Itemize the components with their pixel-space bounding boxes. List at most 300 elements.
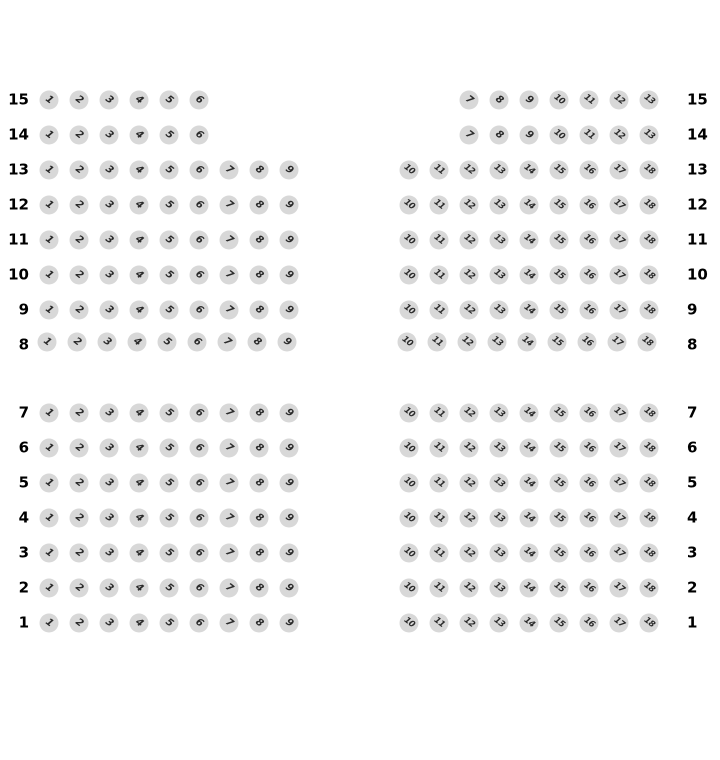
seat-row10-num14[interactable] [520,266,539,285]
seat-number: 12 [459,334,475,350]
seat-row11-num9[interactable] [280,231,299,250]
seat-row15-num8[interactable] [490,91,509,110]
seat-row10-num12[interactable] [460,266,479,285]
seat-row15-num4[interactable] [130,91,149,110]
seat-number: 10 [401,162,417,178]
seat-row3-num12[interactable] [460,544,479,563]
seat-row1-num9[interactable] [280,614,299,633]
seat-number: 5 [163,511,176,525]
seat-row6-num14[interactable] [520,439,539,458]
seat-row5-num16[interactable] [580,474,599,493]
seat-row14-num11[interactable] [580,126,599,145]
seat-row12-num15[interactable] [550,196,569,215]
seat-row12-num9[interactable] [280,196,299,215]
seat-row3-num2[interactable] [70,544,89,563]
seat-row9-num4[interactable] [130,301,149,320]
seat-row2-num10[interactable] [400,579,419,598]
seat-row4-num1[interactable] [40,509,59,528]
seat-row13-num11[interactable] [430,161,449,180]
seat-row14-num9[interactable] [520,126,539,145]
seat-row1-num16[interactable] [580,614,599,633]
seat-row14-num6[interactable] [190,126,209,145]
seat-row10-num3[interactable] [100,266,119,285]
seat-row3-num15[interactable] [550,544,569,563]
seat-number: 17 [611,580,627,596]
seat-row1-num18[interactable] [640,614,659,633]
seat-row5-num7[interactable] [220,474,239,493]
seat-number: 4 [133,581,146,595]
seat-row3-num4[interactable] [130,544,149,563]
seat-row4-num6[interactable] [190,509,209,528]
row-label-right-2: 2 [687,578,698,597]
seat-number: 8 [253,546,266,560]
seat-row8-num14[interactable] [518,333,537,352]
seat-row9-num18[interactable] [640,301,659,320]
seat-row11-num11[interactable] [430,231,449,250]
seat-row4-num2[interactable] [70,509,89,528]
seat-row11-num3[interactable] [100,231,119,250]
seat-row7-num13[interactable] [490,404,509,423]
seat-row15-num1[interactable] [40,91,59,110]
seat-row7-num16[interactable] [580,404,599,423]
seat-row2-num12[interactable] [460,579,479,598]
seat-row5-num2[interactable] [70,474,89,493]
seat-row4-num13[interactable] [490,509,509,528]
seat-row3-num16[interactable] [580,544,599,563]
seat-row12-num10[interactable] [400,196,419,215]
seat-row11-num16[interactable] [580,231,599,250]
seat-row10-num11[interactable] [430,266,449,285]
seat-row10-num7[interactable] [220,266,239,285]
seat-row8-num8[interactable] [248,333,267,352]
seat-row13-num2[interactable] [70,161,89,180]
seat-number: 12 [461,162,477,178]
seat-row6-num16[interactable] [580,439,599,458]
row-label-right-11: 11 [687,230,708,249]
seat-row14-num1[interactable] [40,126,59,145]
seat-row9-num12[interactable] [460,301,479,320]
seat-row12-num1[interactable] [40,196,59,215]
seat-row9-num13[interactable] [490,301,509,320]
seat-row9-num17[interactable] [610,301,629,320]
seat-row12-num12[interactable] [460,196,479,215]
seat-row11-num6[interactable] [190,231,209,250]
seat-row13-num18[interactable] [640,161,659,180]
seat-row13-num12[interactable] [460,161,479,180]
seat-row10-num16[interactable] [580,266,599,285]
seat-row8-num7[interactable] [218,333,237,352]
seat-row8-num11[interactable] [428,333,447,352]
seat-row13-num14[interactable] [520,161,539,180]
seat-row3-num14[interactable] [520,544,539,563]
seat-row8-num1[interactable] [38,333,57,352]
seat-row6-num15[interactable] [550,439,569,458]
seat-row8-num3[interactable] [98,333,117,352]
seat-row1-num5[interactable] [160,614,179,633]
seat-number: 8 [253,616,266,630]
seat-row8-num5[interactable] [158,333,177,352]
seat-number: 2 [71,335,84,349]
seat-row9-num9[interactable] [280,301,299,320]
seat-row7-num6[interactable] [190,404,209,423]
seat-row8-num2[interactable] [68,333,87,352]
seat-row12-num3[interactable] [100,196,119,215]
seat-row8-num17[interactable] [608,333,627,352]
seat-row7-num8[interactable] [250,404,269,423]
seat-number: 1 [43,546,56,560]
seat-row9-num11[interactable] [430,301,449,320]
seat-row6-num6[interactable] [190,439,209,458]
seat-row2-num7[interactable] [220,579,239,598]
seat-row2-num2[interactable] [70,579,89,598]
seat-row5-num17[interactable] [610,474,629,493]
seat-row1-num15[interactable] [550,614,569,633]
seat-row13-num3[interactable] [100,161,119,180]
seat-row5-num4[interactable] [130,474,149,493]
seat-row6-num10[interactable] [400,439,419,458]
seat-number: 13 [491,267,507,283]
seat-row1-num4[interactable] [130,614,149,633]
seat-row6-num3[interactable] [100,439,119,458]
seat-row11-num18[interactable] [640,231,659,250]
seat-row5-num12[interactable] [460,474,479,493]
seat-row5-num11[interactable] [430,474,449,493]
seat-row11-num2[interactable] [70,231,89,250]
seat-row7-num10[interactable] [400,404,419,423]
seat-row4-num11[interactable] [430,509,449,528]
seat-row12-num18[interactable] [640,196,659,215]
seat-row3-num17[interactable] [610,544,629,563]
seat-row1-num17[interactable] [610,614,629,633]
seat-row8-num16[interactable] [578,333,597,352]
seat-row4-num17[interactable] [610,509,629,528]
seat-row13-num9[interactable] [280,161,299,180]
seat-number: 3 [103,476,116,490]
seat-number: 6 [193,581,206,595]
seat-row4-num18[interactable] [640,509,659,528]
seat-number: 18 [641,580,657,596]
seat-row7-num7[interactable] [220,404,239,423]
seat-row6-num7[interactable] [220,439,239,458]
seat-row4-num4[interactable] [130,509,149,528]
seat-row4-num3[interactable] [100,509,119,528]
seat-row6-num1[interactable] [40,439,59,458]
seat-row12-num13[interactable] [490,196,509,215]
seat-row10-num17[interactable] [610,266,629,285]
seat-row6-num11[interactable] [430,439,449,458]
seat-row13-num15[interactable] [550,161,569,180]
seat-row15-num11[interactable] [580,91,599,110]
seat-row1-num10[interactable] [400,614,419,633]
seat-number: 11 [431,580,447,596]
seat-row7-num14[interactable] [520,404,539,423]
seat-row9-num1[interactable] [40,301,59,320]
seat-row6-num18[interactable] [640,439,659,458]
seat-row15-num13[interactable] [640,91,659,110]
seat-row3-num6[interactable] [190,544,209,563]
seat-row8-num10[interactable] [398,333,417,352]
seat-number: 7 [463,93,476,107]
seat-row8-num18[interactable] [638,333,657,352]
seat-row9-num8[interactable] [250,301,269,320]
seat-row2-num3[interactable] [100,579,119,598]
seat-row8-num15[interactable] [548,333,567,352]
seat-row5-num15[interactable] [550,474,569,493]
seat-row4-num7[interactable] [220,509,239,528]
seat-row14-num3[interactable] [100,126,119,145]
seat-row14-num8[interactable] [490,126,509,145]
seat-row9-num5[interactable] [160,301,179,320]
seat-row2-num14[interactable] [520,579,539,598]
seat-row5-num1[interactable] [40,474,59,493]
seat-number: 1 [43,511,56,525]
seat-row13-num8[interactable] [250,161,269,180]
seat-row6-num5[interactable] [160,439,179,458]
seat-number: 12 [461,545,477,561]
seat-row2-num1[interactable] [40,579,59,598]
seat-row12-num17[interactable] [610,196,629,215]
seat-row4-num16[interactable] [580,509,599,528]
seat-row11-num1[interactable] [40,231,59,250]
seat-row10-num10[interactable] [400,266,419,285]
seat-row7-num4[interactable] [130,404,149,423]
seat-row12-num2[interactable] [70,196,89,215]
seat-row10-num15[interactable] [550,266,569,285]
seat-row1-num8[interactable] [250,614,269,633]
seat-row14-num10[interactable] [550,126,569,145]
seat-row15-num5[interactable] [160,91,179,110]
seat-row13-num4[interactable] [130,161,149,180]
seat-row12-num14[interactable] [520,196,539,215]
seat-row7-num18[interactable] [640,404,659,423]
seat-row3-num9[interactable] [280,544,299,563]
seat-row3-num1[interactable] [40,544,59,563]
seat-row11-num17[interactable] [610,231,629,250]
row-label-left-1: 1 [18,613,29,632]
seat-row1-num3[interactable] [100,614,119,633]
seat-row3-num13[interactable] [490,544,509,563]
seat-row11-num8[interactable] [250,231,269,250]
seat-number: 15 [551,510,567,526]
seat-row2-num11[interactable] [430,579,449,598]
seat-row10-num9[interactable] [280,266,299,285]
seat-row10-num5[interactable] [160,266,179,285]
seat-row10-num1[interactable] [40,266,59,285]
seat-row8-num13[interactable] [488,333,507,352]
seat-row3-num10[interactable] [400,544,419,563]
seat-row15-num12[interactable] [610,91,629,110]
seat-number: 7 [223,511,236,525]
seat-row7-num3[interactable] [100,404,119,423]
seat-row6-num17[interactable] [610,439,629,458]
seat-row8-num6[interactable] [188,333,207,352]
seat-row7-num5[interactable] [160,404,179,423]
seat-row12-num11[interactable] [430,196,449,215]
seat-row11-num12[interactable] [460,231,479,250]
seat-number: 16 [581,405,597,421]
seat-row7-num15[interactable] [550,404,569,423]
seat-row13-num5[interactable] [160,161,179,180]
seat-row3-num5[interactable] [160,544,179,563]
seat-row15-num2[interactable] [70,91,89,110]
seat-number: 16 [581,267,597,283]
seat-number: 4 [133,268,146,282]
row-label-left-11: 11 [8,230,29,249]
seat-row6-num13[interactable] [490,439,509,458]
seat-row13-num10[interactable] [400,161,419,180]
seat-row4-num9[interactable] [280,509,299,528]
seat-row2-num15[interactable] [550,579,569,598]
seat-row14-num7[interactable] [460,126,479,145]
seat-row7-num2[interactable] [70,404,89,423]
seat-row9-num16[interactable] [580,301,599,320]
seat-row8-num12[interactable] [458,333,477,352]
seat-row9-num6[interactable] [190,301,209,320]
seat-row1-num13[interactable] [490,614,509,633]
seat-row5-num5[interactable] [160,474,179,493]
seat-number: 9 [283,303,296,317]
seat-row4-num14[interactable] [520,509,539,528]
seat-number: 3 [103,406,116,420]
seat-row5-num8[interactable] [250,474,269,493]
seat-number: 4 [133,198,146,212]
seat-row12-num8[interactable] [250,196,269,215]
seat-row3-num8[interactable] [250,544,269,563]
seat-row9-num14[interactable] [520,301,539,320]
seat-row10-num8[interactable] [250,266,269,285]
seat-row13-num7[interactable] [220,161,239,180]
seat-row7-num11[interactable] [430,404,449,423]
seat-row11-num13[interactable] [490,231,509,250]
seat-row10-num4[interactable] [130,266,149,285]
seat-row8-num9[interactable] [278,333,297,352]
seat-row6-num4[interactable] [130,439,149,458]
seat-row9-num7[interactable] [220,301,239,320]
seat-row4-num10[interactable] [400,509,419,528]
seat-number: 6 [193,163,206,177]
seat-number: 10 [401,545,417,561]
seat-row1-num14[interactable] [520,614,539,633]
seat-row3-num18[interactable] [640,544,659,563]
seat-row4-num8[interactable] [250,509,269,528]
seat-row10-num6[interactable] [190,266,209,285]
seat-row1-num1[interactable] [40,614,59,633]
seat-row2-num16[interactable] [580,579,599,598]
seat-row2-num4[interactable] [130,579,149,598]
seat-row1-num11[interactable] [430,614,449,633]
seat-row12-num7[interactable] [220,196,239,215]
seat-row11-num7[interactable] [220,231,239,250]
seat-row15-num10[interactable] [550,91,569,110]
seat-number: 18 [641,162,657,178]
seat-row14-num5[interactable] [160,126,179,145]
seat-row2-num13[interactable] [490,579,509,598]
seat-number: 13 [491,440,507,456]
seat-row11-num5[interactable] [160,231,179,250]
seat-row2-num18[interactable] [640,579,659,598]
seat-row12-num4[interactable] [130,196,149,215]
seat-row10-num2[interactable] [70,266,89,285]
seat-row5-num6[interactable] [190,474,209,493]
seat-row2-num9[interactable] [280,579,299,598]
seat-row8-num4[interactable] [128,333,147,352]
seat-number: 2 [73,476,86,490]
seat-row5-num13[interactable] [490,474,509,493]
seat-row13-num6[interactable] [190,161,209,180]
seat-row11-num4[interactable] [130,231,149,250]
seat-row14-num12[interactable] [610,126,629,145]
seat-row12-num16[interactable] [580,196,599,215]
seat-number: 8 [253,476,266,490]
seat-row5-num18[interactable] [640,474,659,493]
seat-row11-num10[interactable] [400,231,419,250]
seat-row7-num9[interactable] [280,404,299,423]
seat-row15-num7[interactable] [460,91,479,110]
seat-row3-num11[interactable] [430,544,449,563]
seat-row7-num17[interactable] [610,404,629,423]
seat-row15-num9[interactable] [520,91,539,110]
seat-row2-num6[interactable] [190,579,209,598]
seat-row11-num14[interactable] [520,231,539,250]
seat-row6-num12[interactable] [460,439,479,458]
seat-row4-num12[interactable] [460,509,479,528]
seat-row14-num4[interactable] [130,126,149,145]
seat-row5-num14[interactable] [520,474,539,493]
seat-row6-num9[interactable] [280,439,299,458]
seat-row12-num5[interactable] [160,196,179,215]
seat-row1-num7[interactable] [220,614,239,633]
seat-number: 7 [223,268,236,282]
seat-row13-num16[interactable] [580,161,599,180]
seat-row13-num1[interactable] [40,161,59,180]
seat-row6-num2[interactable] [70,439,89,458]
seat-row9-num15[interactable] [550,301,569,320]
seat-row2-num17[interactable] [610,579,629,598]
seat-row15-num6[interactable] [190,91,209,110]
seat-row12-num6[interactable] [190,196,209,215]
seat-row15-num3[interactable] [100,91,119,110]
seat-row13-num17[interactable] [610,161,629,180]
seat-row9-num10[interactable] [400,301,419,320]
seat-number: 10 [401,302,417,318]
seat-row11-num15[interactable] [550,231,569,250]
seat-row2-num8[interactable] [250,579,269,598]
seat-row14-num2[interactable] [70,126,89,145]
seat-row1-num12[interactable] [460,614,479,633]
seat-row9-num3[interactable] [100,301,119,320]
seat-row4-num15[interactable] [550,509,569,528]
seat-number: 2 [73,163,86,177]
seat-row14-num13[interactable] [640,126,659,145]
seat-row9-num2[interactable] [70,301,89,320]
seat-row13-num13[interactable] [490,161,509,180]
seat-row7-num1[interactable] [40,404,59,423]
seat-row3-num7[interactable] [220,544,239,563]
seat-row5-num9[interactable] [280,474,299,493]
seat-number: 18 [641,267,657,283]
seat-row2-num5[interactable] [160,579,179,598]
seat-row10-num18[interactable] [640,266,659,285]
seat-row1-num2[interactable] [70,614,89,633]
seat-row4-num5[interactable] [160,509,179,528]
seat-row6-num8[interactable] [250,439,269,458]
seat-row5-num3[interactable] [100,474,119,493]
seat-row5-num10[interactable] [400,474,419,493]
seat-row3-num3[interactable] [100,544,119,563]
seat-row10-num13[interactable] [490,266,509,285]
seat-row7-num12[interactable] [460,404,479,423]
seat-row1-num6[interactable] [190,614,209,633]
